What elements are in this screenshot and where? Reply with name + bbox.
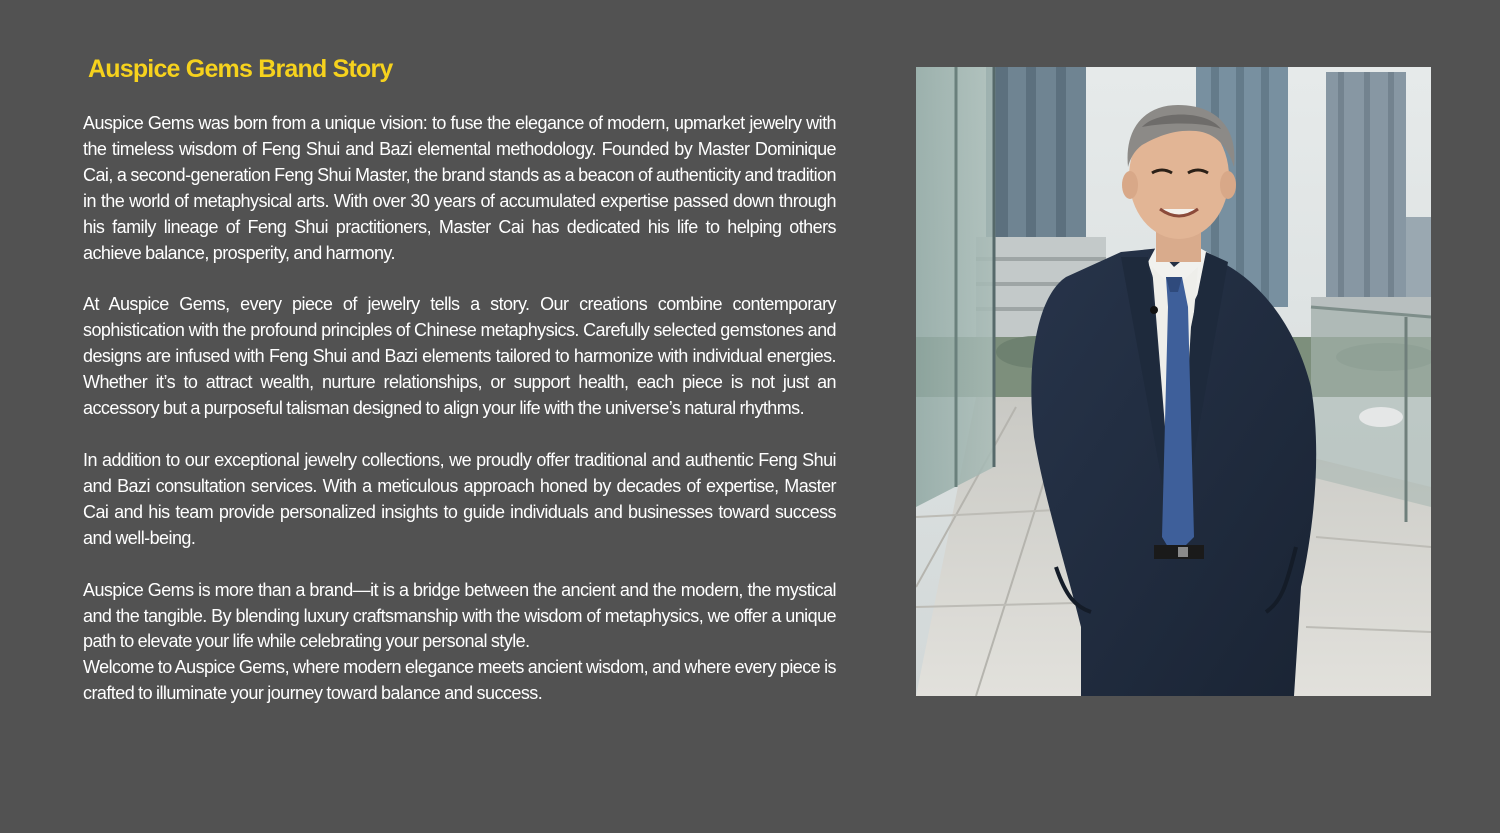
story-paragraph-4: Auspice Gems is more than a brand—it is a bridge between the ancient and the modern, the mystical and the tangible. By blending luxury craftsmanship with the wisdom of metaphysics, we offer a unique path to elevate your life while celebrating your personal style. — [83, 579, 836, 652]
brand-story-section — [83, 52, 836, 707]
page-title: Auspice Gems Brand Story — [88, 55, 393, 83]
story-paragraph-3: In addition to our exceptional jewelry collections, we proudly offer traditional and authentic Feng Shui and Bazi consultation services. With a meticulous approach honed by decades of expertise, Master Cai and his team provide personalized insights to guide individuals and businesses toward success and well-being. — [83, 449, 836, 548]
founder-portrait-photo — [916, 67, 1431, 696]
story-paragraph-5: Welcome to Auspice Gems, where modern elegance meets ancient wisdom, and where every piece is crafted to illuminate your journey toward balance and success. — [83, 657, 836, 704]
story-body — [83, 111, 836, 707]
story-paragraph-2: At Auspice Gems, every piece of jewelry tells a story. Our creations combine contemporary sophistication with the profound principles of Chinese metaphysics. Carefully selected gemstones and designs are infused with Feng Shui and Bazi elements tailored to harmonize with individual energies. Whether it’s to attract wealth, nurture relationships, or support health, each piece is not just an accessory but a purposeful talisman designed to align your life with the universe’s natural rhythms. — [83, 294, 836, 419]
story-paragraph-1: Auspice Gems was born from a unique vision: to fuse the elegance of modern, upmarket jewelry with the timeless wisdom of Feng Shui and Bazi elemental methodology. Founded by Master Dominique Cai, a second-generation Feng Shui Master, the brand stands as a beacon of authenticity and tradition in the world of metaphysical arts. With over 30 years of accumulated expertise passed down through his family lineage of Feng Shui practitioners, Master Cai has dedicated his life to helping others achieve balance, prosperity, and harmony. — [83, 113, 836, 263]
